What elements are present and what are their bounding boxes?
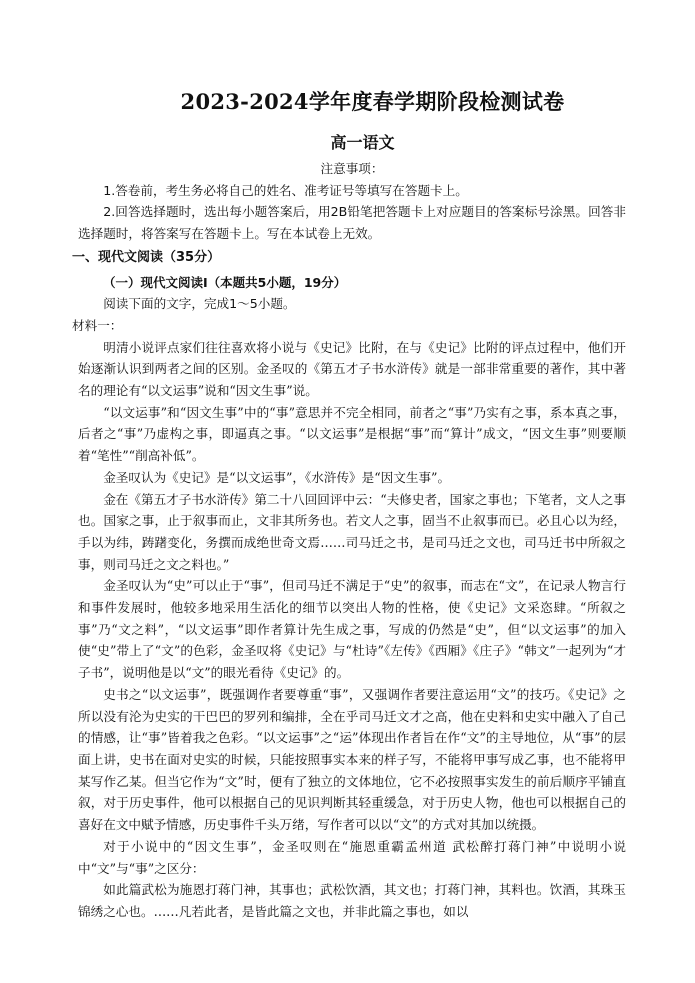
notice-block [78, 158, 626, 245]
notice-item-1: 1.答卷前，考生务必将自己的姓名、准考证号等填写在答题卡上。 [103, 182, 468, 198]
passage-paragraph: 对于小说中的“因文生事”，金圣叹则在“施恩重霸孟州道 武松醉打蒋门神”中说明小说中“文”与“事”之区分： [78, 838, 626, 876]
exam-subject: 高一语文 [330, 133, 395, 152]
reading-passage [78, 337, 626, 923]
material-label: 材料一： [72, 317, 123, 333]
section-heading: 一、现代文阅读（35分） [72, 249, 221, 265]
page-body [72, 158, 626, 923]
notice-item-2: 2.回答选择题时，选出每小题答案后，用2B铅笔把答题卡上对应题目的答案标号涂黑。回答非选择题时，将答案写在答题卡上。写在本试卷上无效。 [78, 204, 626, 242]
exam-title: 2023-2024学年度春学期阶段检测试卷 [180, 89, 565, 114]
passage-paragraph: 史书之“以文运事”，既强调作者要尊重“事”，又强调作者要注意运用“文”的技巧。《史记》之所以没有沦为史实的干巴巴的罗列和编排，全在乎司马迁文才之高，他在史料和史实中融入了自己的情感，让“事”皆着我之色彩。“以文运事”之“运”体现出作者旨在作“文”的主导地位，从“事”的层面上讲，史书在面对史实的时候，只能按照事实本来的样子写，不能将甲事写成乙事，也不能将甲某写作乙某。但当它作为“文”时，便有了独立的文体地位，它不必按照事实发生的前后顺序平铺直叙，对于历史事件，他可以根据自己的见识判断其轻重缓急，对于历史人物，他也可以根据自己的喜好在文中赋予情感，历史事件千头万绪，写作者可以以“文”的方式对其加以统摄。 [78, 686, 626, 833]
notice-heading: 注意事项： [320, 161, 384, 176]
passage-paragraph: 明清小说评点家们往往喜欢将小说与《史记》比附，在与《史记》比附的评点过程中，他们开始逐渐认识到两者之间的区别。金圣叹的《第五才子书水浒传》就是一部非常重要的著作，其中著名的理论有“以文运事”说和“因文生事”说。 [78, 339, 626, 399]
passage-paragraph: 金圣叹认为《史记》是“以文运事”，《水浒传》是“因文生事”。 [103, 469, 451, 485]
reading-instruction: 阅读下面的文字，完成1～5小题。 [103, 296, 296, 312]
passage-paragraph: 如此篇武松为施恩打蒋门神，其事也；武松饮酒，其文也；打蒋门神，其料也。饮酒，其珠玉锦绣之心也。……凡若此者，是皆此篇之文也，并非此篇之事也，如以 [78, 882, 626, 919]
passage-paragraph: 金在《第五才子书水浒传》第二十八回回评中云：“夫修史者，国家之事也；下笔者，文人之事也。国家之事，止于叙事而止，文非其所务也。若文人之事，固当不止叙事而已。必且心以为经，手以为纬，踌躇变化，务撰而成绝世奇文焉……司马迁之书，是司马迁之文也，司马迁书中所叙之事，则司马迁之文之料也。” [78, 491, 626, 572]
passage-paragraph: 金圣叹认为“史”可以止于“事”，但司马迁不满足于“史”的叙事，而志在“文”，在记录人物言行和事件发展时，他较多地采用生活化的细节以突出人物的性格，使《史记》文采恣肆。“所叙之事”乃“文之料”，“以文运事”即作者算计先生成之事，写成的仍然是“史”，但“以文运事”的加入使“史”带上了“文”的色彩，金圣叹将《史记》与“杜诗”《左传》《西厢》《庄子》“韩文”一起列为“才子书”，说明他是以“文”的眼光看待《史记》的。 [78, 578, 626, 681]
part-heading: （一）现代文阅读Ⅰ（本题共5小题，19分） [103, 274, 347, 290]
passage-paragraph: “以文运事”和“因文生事”中的“事”意思并不完全相同，前者之“事”乃实有之事，系本真之事，后者之“事”乃虚构之事，即逼真之事。“以文运事”是根据“事”而“算计”成文，“因文生事”则要顺着“笔性”“削高补低”。 [78, 404, 626, 464]
